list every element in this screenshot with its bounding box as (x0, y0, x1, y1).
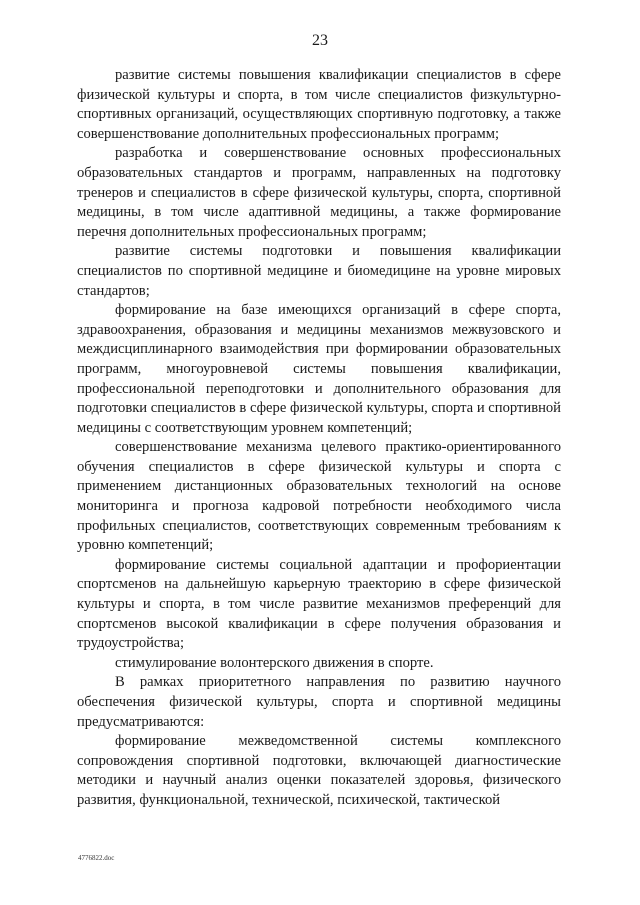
paragraph-interuniversity-mechanisms: формирование на базе имеющихся организаций в сфере спорта, здравоохранения, образования и медицины механизмов межвузовского и междисциплинарного взаимодействия при формировании образовательных программ, многоуровневой системы повышения квалификации, профессиональной переподготовки и дополнительного образования для подготовки специалистов в сфере физической культуры, спорта и спортивной медицины с соответствующим уровнем компетенций; (77, 302, 561, 436)
paragraph-standards-development: разработка и совершенствование основных профессиональных образовательных стандартов и программ, направленных на подготовку тренеров и специалистов в сфере физической культуры, спорта, спортивной медицины, в том числе адаптивной медицины, а также формирование перечня дополнительных профессиональных программ; (77, 145, 561, 240)
paragraph-social-adaptation: формирование системы социальной адаптации и профориентации спортсменов на дальнейшую карьерную траекторию в сфере физической культуры и спорта, в том числе развитие механизмов преференций для спортсменов высокой квалификации в сфере получения образования и трудоустройства; (77, 556, 561, 652)
paragraph-scientific-support-intro: В рамках приоритетного направления по развитию научного обеспечения физической культуры, спорта и спортивной медицины предусматриваются: (77, 674, 561, 730)
paragraph-qualification-development: развитие системы повышения квалификации специалистов в сфере физической культуры и спорта, в том числе специалистов физкультурно-спортивных организаций, осуществляющих спортивную подготовку, а также совершенствование дополнительных профессиональных программ; (77, 67, 561, 142)
paragraph-sports-medicine-training: развитие системы подготовки и повышения квалификации специалистов по спортивной медицине и биомедицине на уровне мировых стандартов; (77, 243, 561, 299)
paragraph-volunteer-movement: стимулирование волонтерского движения в спорте. (115, 654, 434, 671)
page-number: 23 (312, 32, 328, 49)
document-file-code: 4776822.doc (78, 854, 115, 862)
document-body (77, 66, 561, 811)
paragraph-targeted-training: совершенствование механизма целевого практико-ориентированного обучения специалистов в сфере физической культуры и спорта с применением дистанционных образовательных технологий на основе мониторинга и прогноза кадровой потребности необходимого числа профильных специалистов, соответствующих современным требованиям к уровню компетенций; (77, 439, 561, 554)
paragraph-interagency-system: формирование межведомственной системы комплексного сопровождения спортивной подготовки, включающей диагностические методики и научный анализ оценки показателей здоровья, физического развития, функциональной, технической, психической, тактической (77, 733, 561, 808)
